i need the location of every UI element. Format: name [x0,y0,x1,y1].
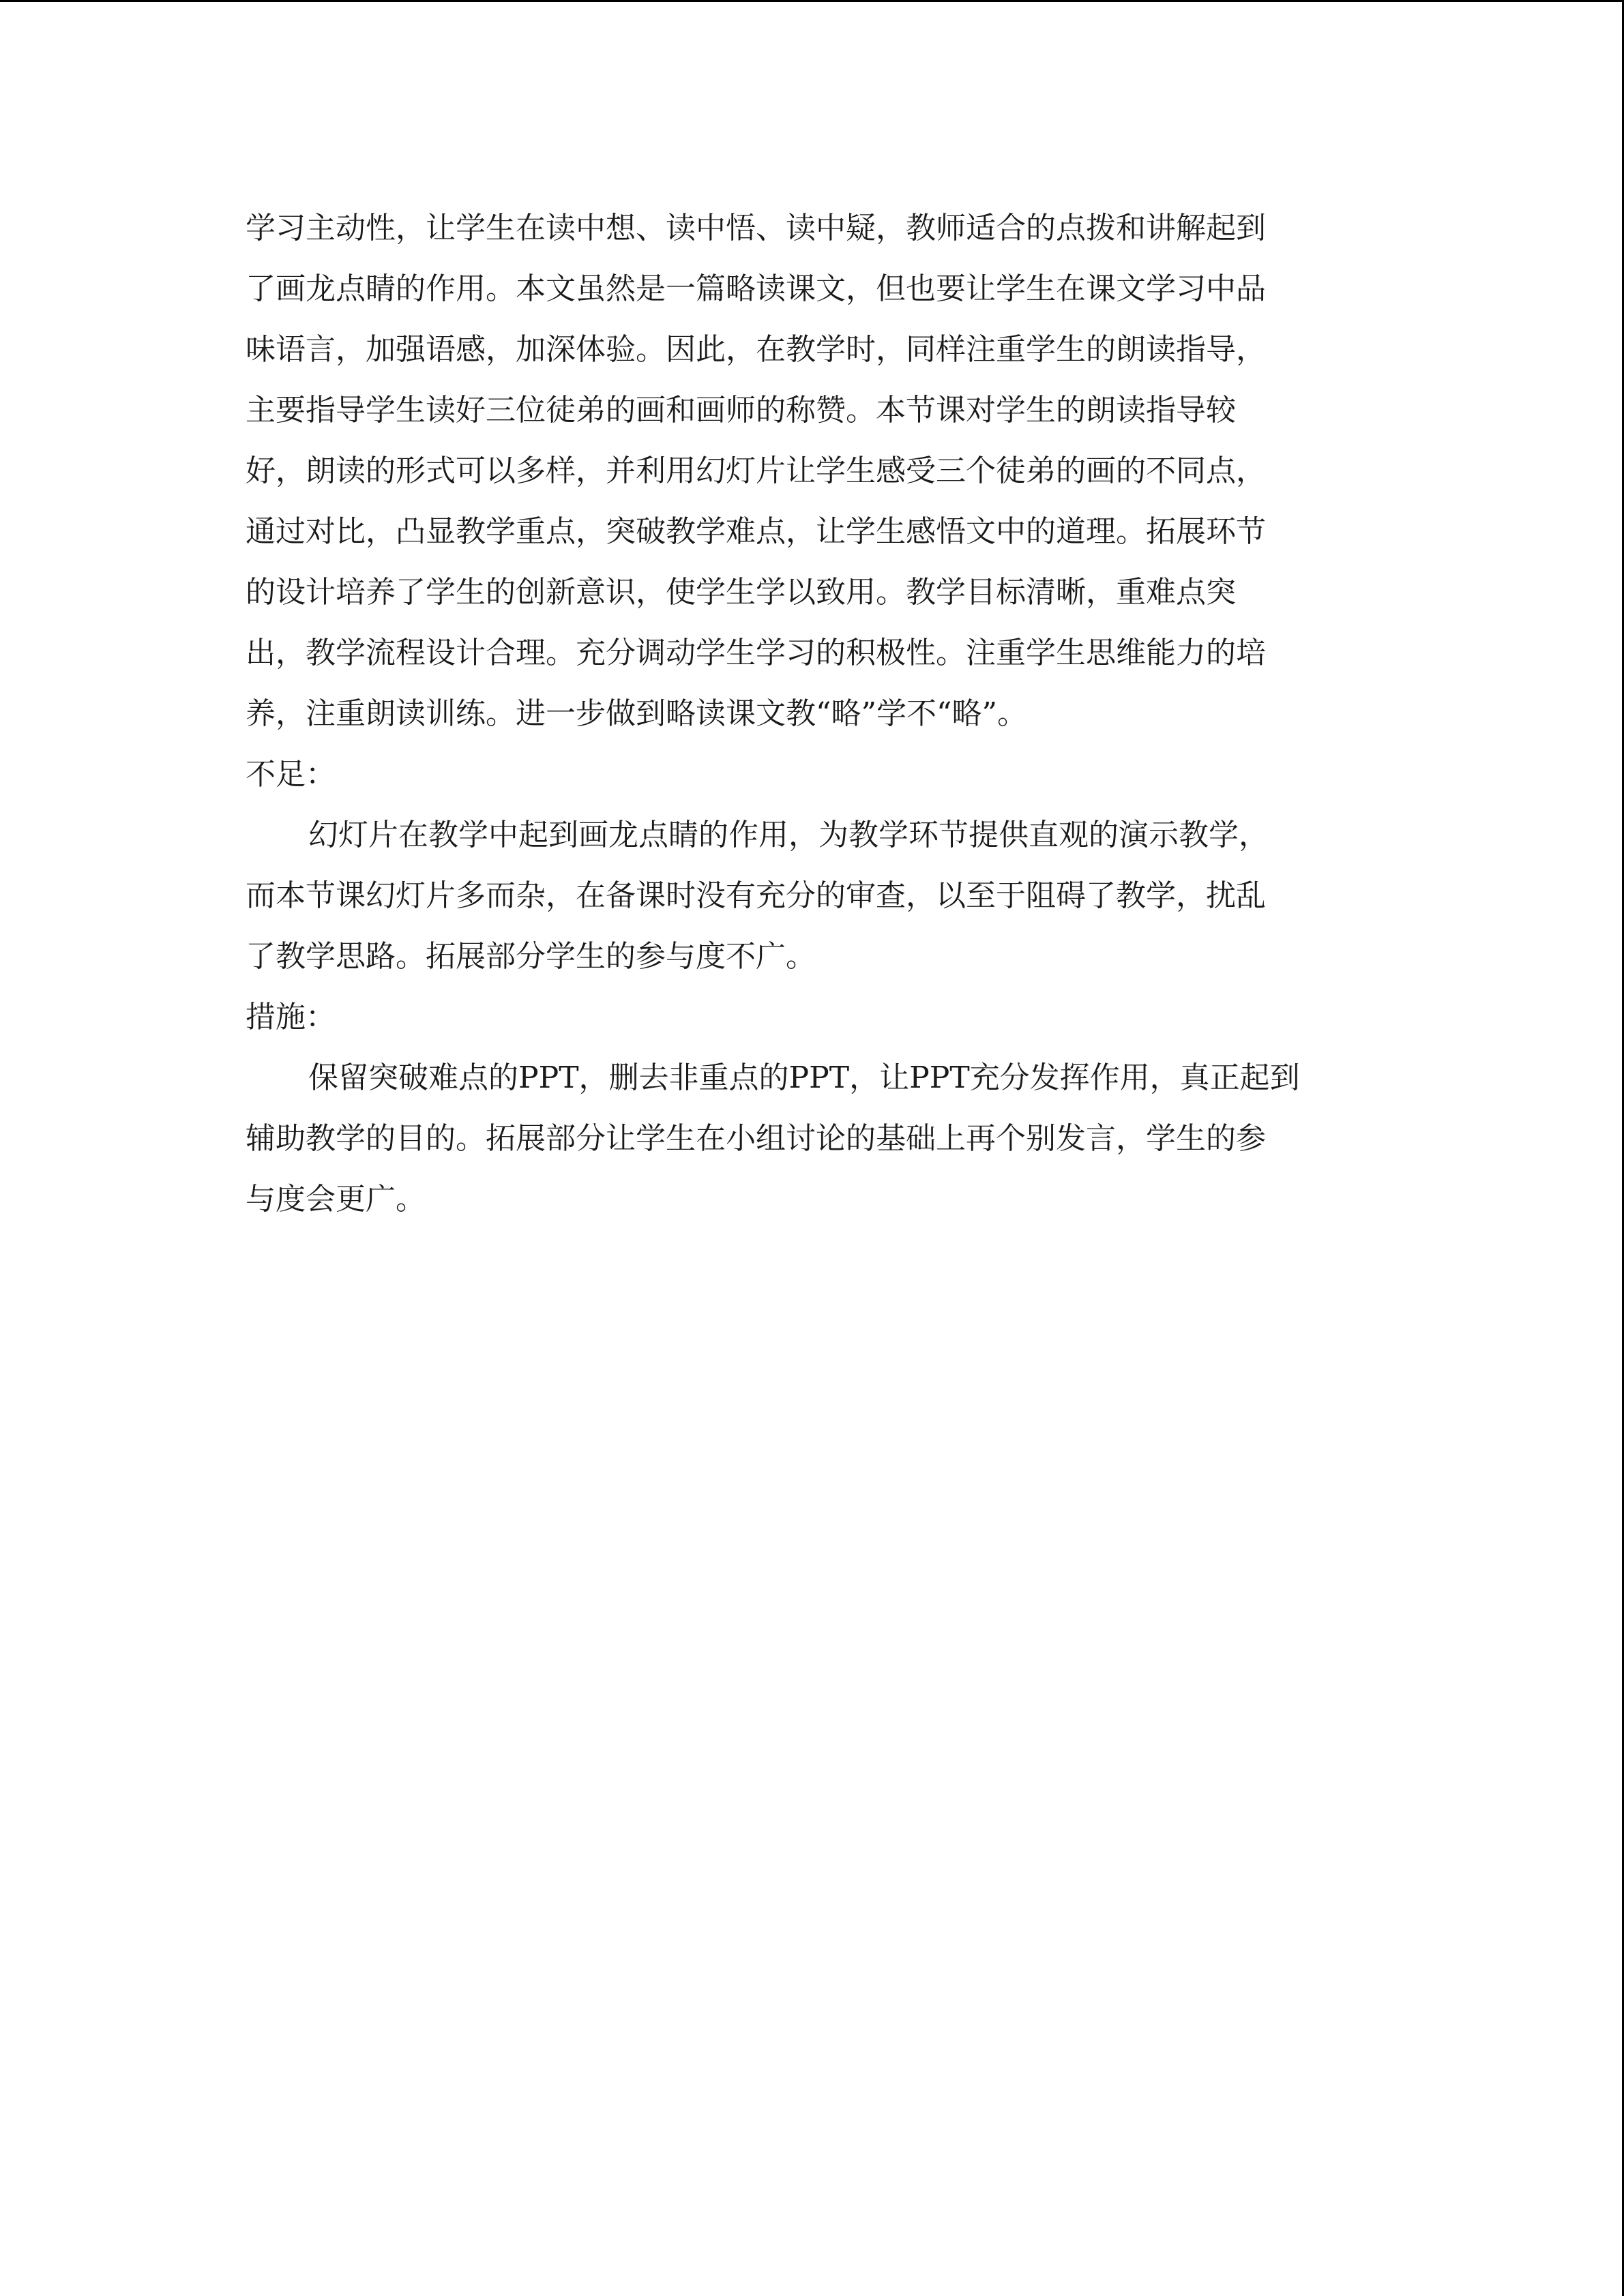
text-line: 与度会更广。 [246,1182,426,1217]
text-line: 通过对比，凸显教学重点，突破教学难点，让学生感悟文中的道理。拓展环节 [246,514,1266,549]
heading-shortcomings: 不足： [246,757,336,792]
paragraph-summary [246,198,1378,744]
text-line: 了画龙点睛的作用。本文虽然是一篇略读课文，但也要让学生在课文学习中品 [246,271,1266,306]
text-line: 出，教学流程设计合理。充分调动学生学习的积极性。注重学生思维能力的培 [246,636,1266,670]
text-line: 养，注重朗读训练。进一步做到略读课文教“略”学不“略”。 [246,696,1027,731]
page-border-top [0,0,1624,2]
text-line: 的设计培养了学生的创新意识，使学生学以致用。教学目标清晰，重难点突 [246,575,1236,610]
text-line: 幻灯片在教学中起到画龙点睛的作用，为教学环节提供直观的演示教学， [308,818,1269,852]
heading-measures: 措施： [246,1000,336,1034]
text-line: 了教学思路。拓展部分学生的参与度不广。 [246,939,816,974]
text-line: 学习主动性，让学生在读中想、读中悟、读中疑，教师适合的点拨和讲解起到 [246,211,1266,245]
text-line: 味语言，加强语感，加深体验。因此，在教学时，同样注重学生的朗读指导， [246,332,1266,367]
text-line: 保留突破难点的PPT，删去非重点的PPT，让PPT充分发挥作用，真正起到 [308,1060,1300,1095]
text-line: 辅助教学的目的。拓展部分让学生在小组讨论的基础上再个别发言，学生的参 [246,1121,1266,1156]
paragraph-measures [246,1047,1378,1229]
text-line: 好，朗读的形式可以多样，并利用幻灯片让学生感受三个徒弟的画的不同点， [246,453,1266,488]
text-line: 主要指导学生读好三位徒弟的画和画师的称赞。本节课对学生的朗读指导较 [246,393,1236,428]
document-body [246,198,1378,1229]
text-line: 而本节课幻灯片多而杂，在备课时没有充分的审查，以至于阻碍了教学，扰乱 [246,878,1266,913]
paragraph-shortcomings [246,805,1378,987]
